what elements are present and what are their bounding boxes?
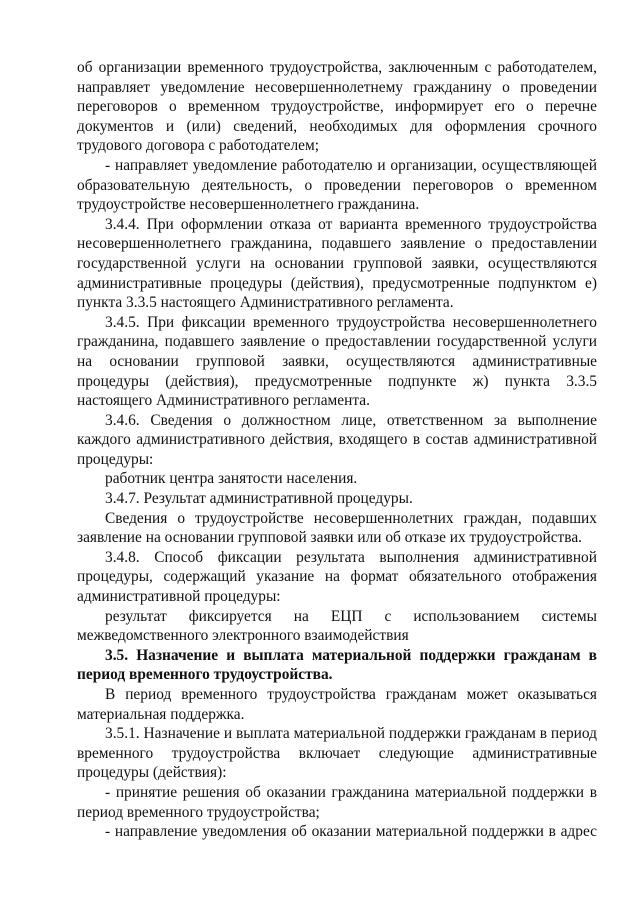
section-heading-3-5: 3.5. Назначение и выплата материальной поддержки гражданам в период временного трудоустройства. [77, 646, 597, 684]
list-item-notification: - направление уведомления об оказании материальной поддержки в адрес [105, 823, 597, 841]
paragraph-material-support: В период временного трудоустройства гражданам может оказываться материальная поддержка. [77, 686, 597, 723]
paragraph-3-5-1: 3.5.1. Назначение и выплата материальной поддержки гражданам в период временного трудоустройства включает следующие административные процедуры (действия): [77, 725, 597, 782]
paragraph-responsible-person: работник центра занятости населения. [105, 470, 358, 488]
paragraph-continuation: об организации временного трудоустройства, заключенным с работодателем, направляет уведомление несовершеннолетнему гражданину о проведении переговоров о временном трудоустройстве, информирует его о перечне документов и (или) сведений, необходимых для оформления срочного трудового договора с работодателем; [77, 59, 597, 155]
paragraph-3-4-8: 3.4.8. Способ фиксации результата выполнения административной процедуры, содержащий указание на формат обязательного отображения административной процедуры: [77, 548, 597, 606]
paragraph-result-fixation: результат фиксируется на ЕЦП с использованием системы межведомственного электронного взаимодействия [77, 607, 597, 645]
list-item-decision: - принятие решения об оказании гражданина материальной поддержки в период временного трудоустройства; [77, 783, 597, 821]
paragraph-3-4-7: 3.4.7. Результат административной процедуры. [105, 490, 413, 508]
paragraph-3-4-5: 3.4.5. При фиксации временного трудоустройства несовершеннолетнего гражданина, подавшего заявление о предоставлении государственной услуги на основании групповой заявки, осуществляются административные процедуры (действия), предусмотренные подпункте ж) пункта 3.3.5 настоящего Административного регламента. [77, 313, 597, 410]
document-page [77, 58, 597, 842]
paragraph-notify-employer: - направляет уведомление работодателю и организации, осуществляющей образовательную деятельность, о проведении переговоров о временном трудоустройстве несовершеннолетнего гражданина. [77, 156, 597, 214]
paragraph-3-4-6: 3.4.6. Сведения о должностном лице, ответственном за выполнение каждого административного действия, входящего в состав административной процедуры: [77, 411, 597, 468]
paragraph-result-info: Сведения о трудоустройстве несовершеннолетних граждан, подавших заявление на основании групповой заявки или об отказе их трудоустройства. [77, 509, 597, 547]
paragraph-3-4-4: 3.4.4. При оформлении отказа от варианта временного трудоустройства несовершеннолетнего гражданина, подавшего заявление о предоставлении государственной услуги на основании групповой заявки, осуществляются административные процедуры (действия), предусмотренные подпунктом е) пункта 3.3.5 настоящего Административного регламента. [77, 215, 597, 312]
